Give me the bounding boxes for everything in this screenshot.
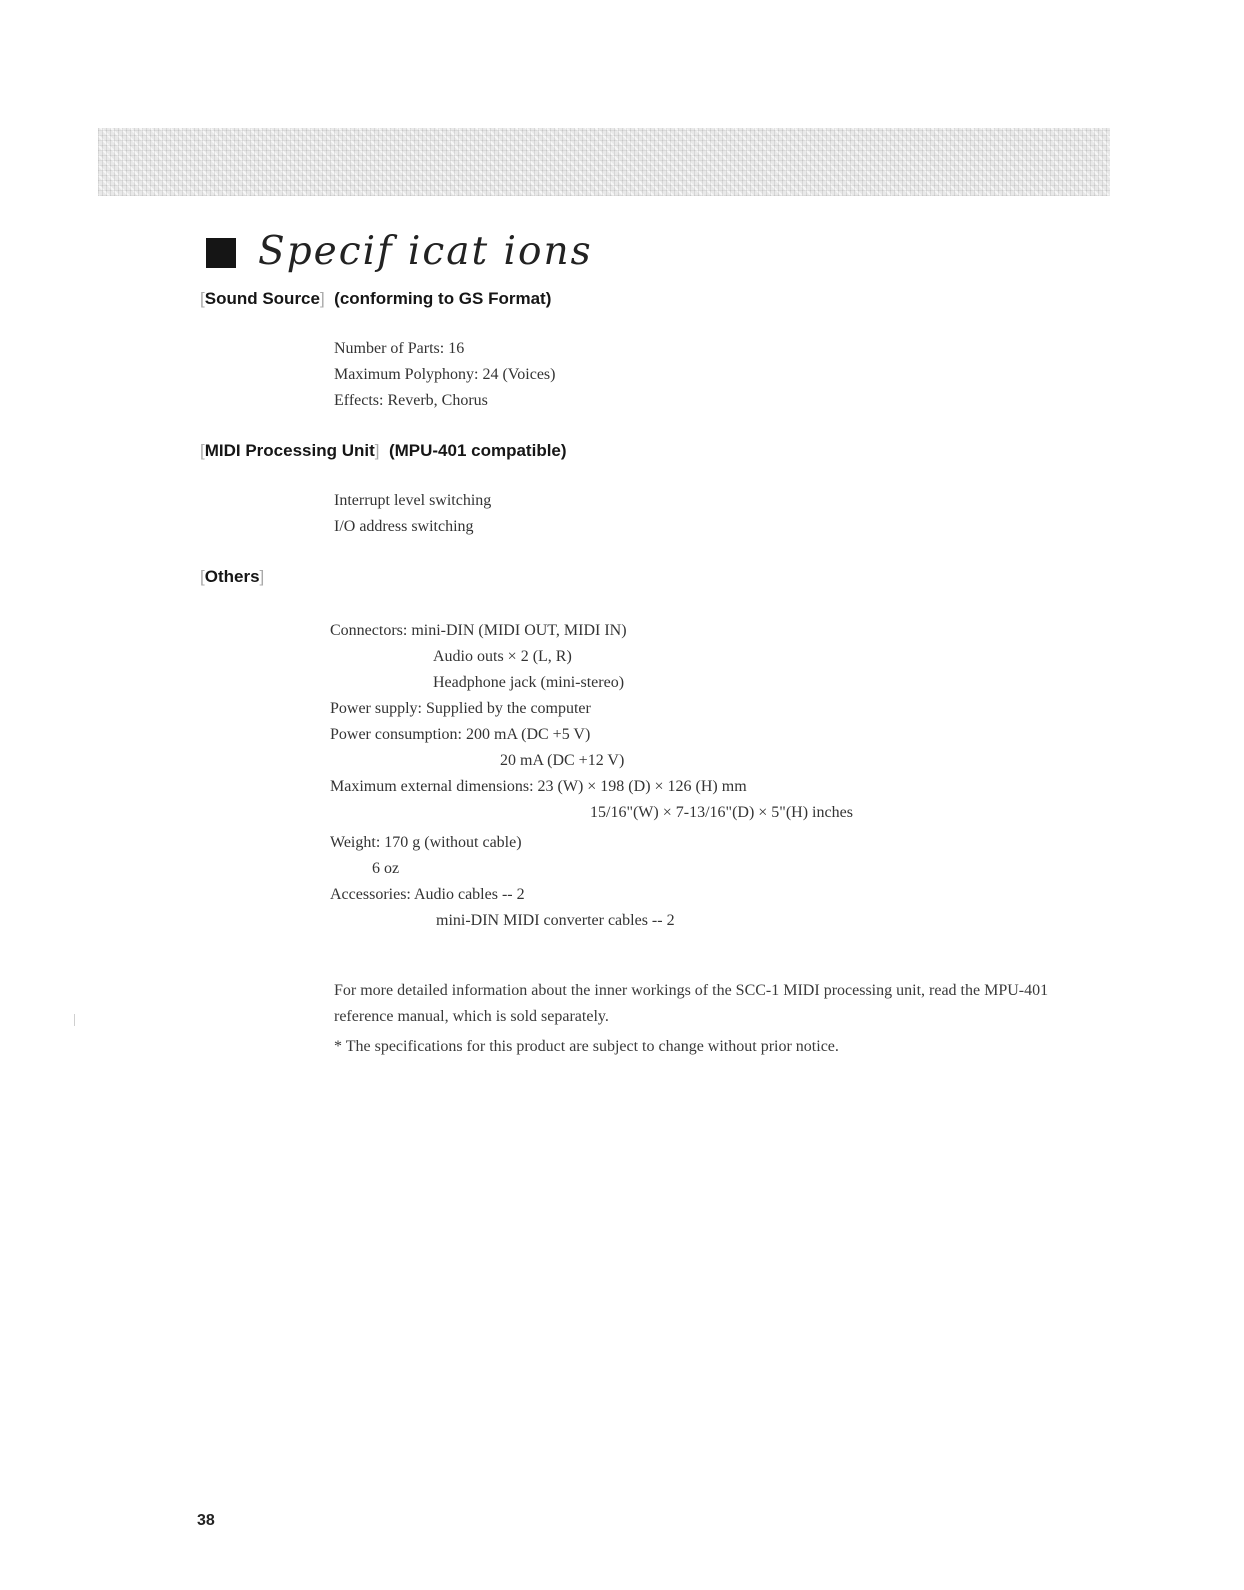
spec-line: 6 oz xyxy=(372,860,400,877)
spec-line: Effects: Reverb, Chorus xyxy=(334,392,488,409)
spec-line: Power consumption: 200 mA (DC +5 V) xyxy=(330,726,591,743)
spec-line: Audio outs × 2 (L, R) xyxy=(433,648,572,665)
page-title-text: Specif icat ions xyxy=(258,228,593,274)
sound-source-specs xyxy=(334,336,555,414)
footnote: * The specifications for this product are subject to change without prior notice. xyxy=(334,1038,839,1055)
spec-line: I/O address switching xyxy=(334,518,474,535)
title-bullet-square xyxy=(206,238,236,268)
section-heading-midi-processing-unit: [MIDI Processing Unit] (MPU-401 compatible) xyxy=(200,441,567,460)
spec-line: Accessories: Audio cables -- 2 xyxy=(330,886,525,903)
section-name: Others xyxy=(204,567,260,586)
spec-line: 20 mA (DC +12 V) xyxy=(500,752,625,769)
spec-line: Headphone jack (mini-stereo) xyxy=(433,674,625,691)
detail-paragraph: For more detailed information about the inner workings of the SCC-1 MIDI processing unit, read the MPU-401 reference manual, which is sold separately. xyxy=(334,982,1049,1025)
spec-line: Weight: 170 g (without cable) xyxy=(330,834,522,851)
margin-mark xyxy=(74,1014,75,1026)
section-qualifier: (conforming to GS Format) xyxy=(334,289,552,308)
section-qualifier: (MPU-401 compatible) xyxy=(388,441,567,460)
section-heading-others: [Others] xyxy=(200,567,265,586)
section-heading-sound-source: [Sound Source] (conforming to GS Format) xyxy=(200,289,552,308)
spec-line: mini-DIN MIDI converter cables -- 2 xyxy=(436,912,675,929)
spec-line: Interrupt level switching xyxy=(334,492,492,509)
spec-line: Connectors: mini-DIN (MIDI OUT, MIDI IN) xyxy=(330,622,627,639)
spec-line: Maximum external dimensions: 23 (W) × 198 (D) × 126 (H) mm xyxy=(330,778,747,795)
spec-line: 15/16"(W) × 7-13/16"(D) × 5"(H) inches xyxy=(590,804,853,821)
page-title xyxy=(206,226,593,276)
section-name: MIDI Processing Unit xyxy=(204,441,375,460)
page-number: 38 xyxy=(197,1512,215,1529)
header-texture-band xyxy=(98,128,1110,196)
section-name: Sound Source xyxy=(204,289,320,308)
spec-line: Power supply: Supplied by the computer xyxy=(330,700,591,717)
others-specs xyxy=(330,618,853,934)
midi-unit-specs xyxy=(334,488,491,540)
spec-line: Number of Parts: 16 xyxy=(334,340,465,357)
spec-line: Maximum Polyphony: 24 (Voices) xyxy=(334,366,556,383)
